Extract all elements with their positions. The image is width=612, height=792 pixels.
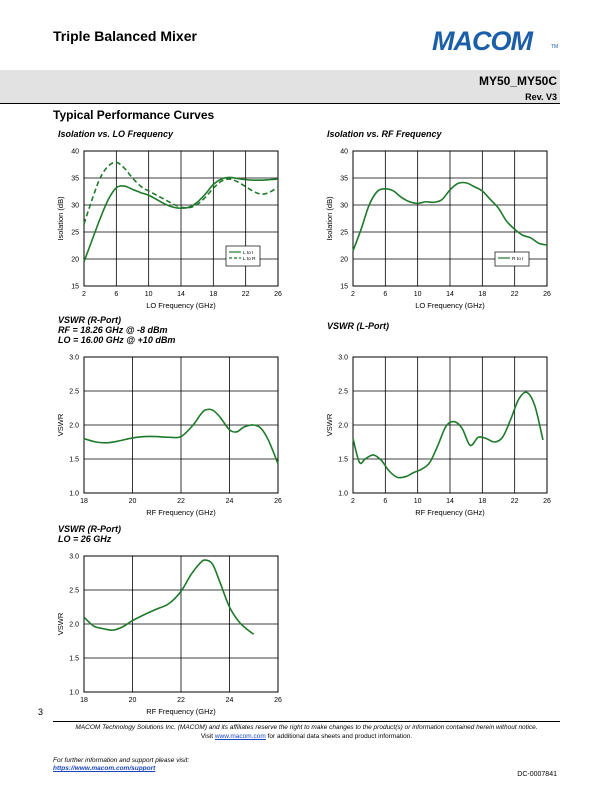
x-axis-label: RF Frequency (GHz) bbox=[146, 508, 216, 517]
y-tick-label: 20 bbox=[71, 256, 79, 264]
x-axis-label: RF Frequency (GHz) bbox=[146, 707, 216, 716]
y-tick-label: 40 bbox=[340, 148, 348, 156]
x-tick-label: 18 bbox=[80, 498, 88, 505]
x-tick-label: 10 bbox=[413, 291, 422, 298]
y-tick-label: 25 bbox=[340, 229, 348, 237]
x-tick-label: 18 bbox=[478, 498, 487, 505]
y-tick-label: 35 bbox=[340, 175, 348, 183]
x-tick-label: 14 bbox=[177, 291, 185, 298]
x-tick-label: 26 bbox=[274, 291, 282, 298]
y-tick-label: 2.0 bbox=[69, 422, 79, 430]
visit-prefix: Visit bbox=[200, 733, 215, 740]
chart3-title-line-2: RF = 18.26 GHz @ -8 dBm bbox=[58, 325, 168, 335]
y-tick-label: 2.5 bbox=[69, 587, 79, 595]
x-tick-label: 26 bbox=[543, 498, 551, 505]
y-tick-label: 30 bbox=[71, 202, 79, 210]
chart4-title bbox=[327, 321, 389, 331]
y-axis-label: Isolation (dB) bbox=[325, 196, 334, 241]
chart4-title-line: VSWR (L-Port) bbox=[327, 321, 389, 331]
chart3-title bbox=[58, 315, 175, 345]
y-tick-label: 3.0 bbox=[69, 354, 79, 362]
y-axis-label: VSWR bbox=[325, 413, 334, 437]
x-tick-label: 24 bbox=[225, 498, 234, 505]
x-tick-label: 22 bbox=[510, 291, 519, 298]
isolation-vs-rf-chart bbox=[325, 148, 551, 310]
x-axis-label: RF Frequency (GHz) bbox=[415, 508, 485, 517]
x-tick-label: 26 bbox=[274, 697, 282, 704]
legend-label: L to R bbox=[243, 256, 256, 262]
x-tick-label: 2 bbox=[82, 291, 86, 298]
vswr-l-port-chart bbox=[325, 354, 551, 517]
chart3-title-line-3: LO = 16.00 GHz @ +10 dBm bbox=[58, 335, 176, 345]
y-tick-label: 3.0 bbox=[69, 553, 79, 561]
y-tick-label: 3.0 bbox=[338, 354, 348, 362]
x-tick-label: 6 bbox=[383, 291, 388, 298]
logo-trademark: TM bbox=[551, 44, 559, 50]
x-tick-label: 22 bbox=[177, 697, 185, 704]
x-tick-label: 22 bbox=[177, 498, 185, 505]
legend-label: R to I bbox=[512, 256, 524, 262]
x-tick-label: 6 bbox=[114, 291, 119, 298]
part-number: MY50_MY50C bbox=[478, 74, 557, 88]
chart5-title bbox=[58, 524, 121, 544]
x-tick-label: 18 bbox=[478, 291, 487, 298]
vswr-r-port-chart bbox=[56, 354, 282, 517]
x-tick-label: 2 bbox=[351, 498, 355, 505]
visit-suffix: for additional data sheets and product information. bbox=[265, 733, 413, 740]
y-tick-label: 30 bbox=[340, 202, 348, 210]
legend-label: L to I bbox=[243, 250, 254, 256]
y-tick-label: 2.5 bbox=[69, 388, 79, 396]
y-tick-label: 2.5 bbox=[338, 388, 348, 396]
y-tick-label: 20 bbox=[340, 256, 348, 264]
x-tick-label: 24 bbox=[225, 697, 234, 704]
chart5-title-line-1: VSWR (R-Port) bbox=[58, 524, 121, 534]
y-tick-label: 40 bbox=[71, 148, 79, 156]
document-number: DC-0007841 bbox=[517, 771, 557, 778]
y-tick-label: 1.5 bbox=[338, 456, 348, 464]
x-tick-label: 14 bbox=[446, 291, 454, 298]
y-tick-label: 1.5 bbox=[69, 456, 79, 464]
y-tick-label: 25 bbox=[71, 229, 79, 237]
chart3-title-line-1: VSWR (R-Port) bbox=[58, 315, 121, 325]
x-tick-label: 18 bbox=[209, 291, 218, 298]
y-tick-label: 15 bbox=[340, 283, 348, 291]
x-tick-label: 10 bbox=[144, 291, 153, 298]
x-tick-label: 18 bbox=[80, 697, 88, 704]
x-axis-label: LO Frequency (GHz) bbox=[415, 301, 485, 310]
section-title: Typical Performance Curves bbox=[53, 108, 215, 122]
y-tick-label: 1.5 bbox=[69, 655, 79, 663]
chart2-title bbox=[327, 129, 442, 139]
page-number: 3 bbox=[38, 707, 44, 717]
revision: Rev. V3 bbox=[525, 92, 557, 102]
isolation-vs-lo-chart bbox=[56, 148, 282, 310]
x-tick-label: 6 bbox=[383, 498, 388, 505]
y-tick-label: 1.0 bbox=[69, 689, 79, 697]
y-tick-label: 1.0 bbox=[69, 490, 79, 498]
support-link[interactable] bbox=[53, 765, 155, 772]
footer-disclaimer: MACOM Technology Solutions Inc. (MACOM) and its affiliates reserve the right to make changes to the product(s) or information contained herein without notice. bbox=[75, 724, 538, 731]
y-tick-label: 35 bbox=[71, 175, 79, 183]
macom-website-link[interactable]: www.macom.com bbox=[214, 733, 266, 740]
x-tick-label: 14 bbox=[446, 498, 454, 505]
x-tick-label: 26 bbox=[543, 291, 551, 298]
chart2-title-line: Isolation vs. RF Frequency bbox=[327, 129, 442, 139]
chart1-title bbox=[58, 129, 173, 139]
document-title: Triple Balanced Mixer bbox=[53, 28, 197, 44]
chart5-title-line-2: LO = 26 GHz bbox=[58, 534, 112, 544]
footer-visit-line bbox=[53, 733, 560, 740]
x-axis-label: LO Frequency (GHz) bbox=[146, 301, 216, 310]
x-tick-label: 22 bbox=[510, 498, 519, 505]
x-tick-label: 10 bbox=[413, 498, 422, 505]
footer-divider bbox=[53, 721, 560, 722]
x-tick-label: 2 bbox=[351, 291, 355, 298]
support-text: For further information and support please visit: bbox=[53, 757, 190, 764]
x-tick-label: 20 bbox=[128, 498, 137, 505]
support-link-text[interactable]: https://www.macom.com/support bbox=[53, 765, 156, 772]
y-tick-label: 1.0 bbox=[338, 490, 348, 498]
y-axis-label: VSWR bbox=[56, 413, 65, 437]
y-axis-label: VSWR bbox=[56, 612, 65, 636]
vswr-r-port-lo26-chart bbox=[56, 553, 282, 716]
series-line bbox=[84, 560, 254, 634]
x-tick-label: 20 bbox=[128, 697, 137, 704]
y-tick-label: 15 bbox=[71, 283, 79, 291]
chart1-title-line: Isolation vs. LO Frequency bbox=[58, 129, 174, 139]
y-tick-label: 2.0 bbox=[338, 422, 348, 430]
x-tick-label: 22 bbox=[241, 291, 250, 298]
macom-logo: MACOM bbox=[432, 26, 532, 56]
y-tick-label: 2.0 bbox=[69, 621, 79, 629]
y-axis-label: Isolation (dB) bbox=[56, 196, 65, 241]
header-band bbox=[0, 70, 560, 104]
x-tick-label: 26 bbox=[274, 498, 282, 505]
